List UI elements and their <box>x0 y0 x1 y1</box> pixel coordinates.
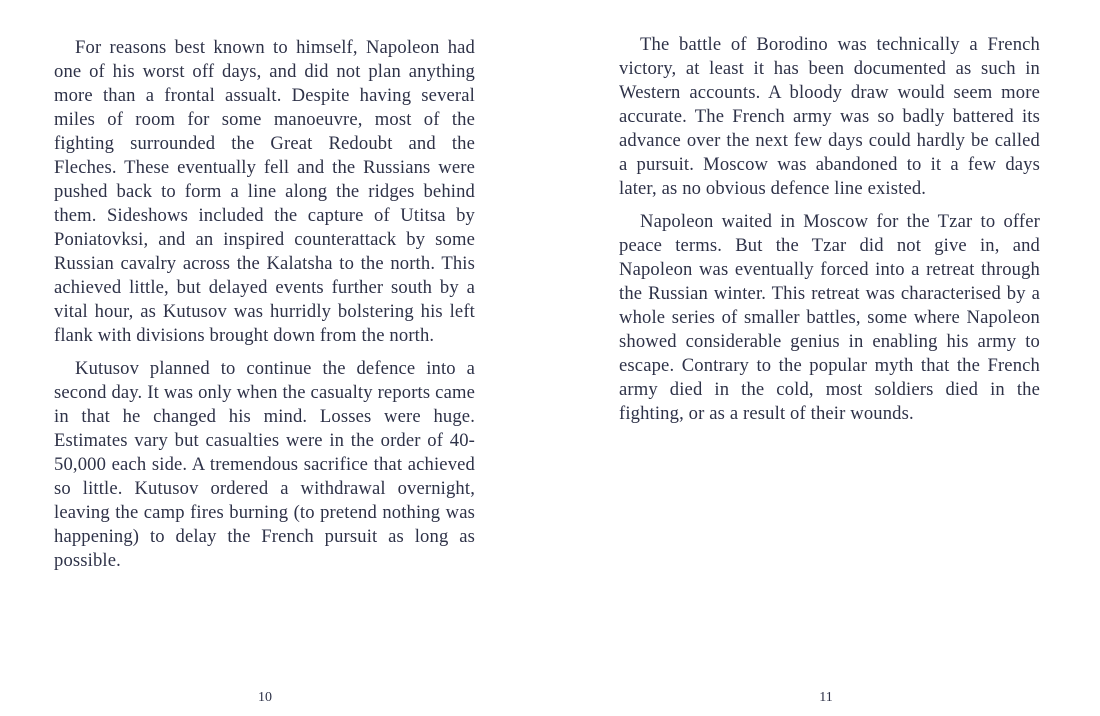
page-number: 11 <box>819 690 833 705</box>
paragraph: For reasons best known to himself, Napoleon had one of his worst off days, and did not plan anything more than a frontal assualt. Despite having several miles of room for some manoeuvre, most of the fighting surrounded the Great Redoubt and the Fleches. These eventually fell and the Russians were pushed back to form a line along the ridges behind them. Sideshows included the capture of Utitsa by Poniatovksi, and an inspired counterattack by some Russian cavalry across the Kalatsha to the north. This achieved little, but delayed events further south by a vital hour, as Kutusov was hurridly bolstering his left flank with divisions brought down from the north. <box>54 37 475 346</box>
left-page-text <box>54 36 475 582</box>
page-number: 10 <box>258 690 272 705</box>
paragraph: Napoleon waited in Moscow for the Tzar to offer peace terms. But the Tzar did not give in, and Napoleon was eventually forced into a retreat through the Russian winter. This retreat was characterised by a whole series of smaller battles, some where Napoleon showed considerable genius in enabling his army to escape. Contrary to the popular myth that the French army died in the cold, most soldiers died in the fighting, or as a result of their wounds. <box>619 211 1040 424</box>
paragraph: The battle of Borodino was technically a French victory, at least it has been documented as such in Western accounts. A bloody draw would seem more accurate. The French army was so badly battered its advance over the next few days could hardly be called a pursuit. Moscow was abandoned to it a few days later, as no obvious defence line existed. <box>619 34 1040 199</box>
right-page-text <box>619 33 1040 435</box>
right-page <box>550 0 1100 716</box>
paragraph: Kutusov planned to continue the defence into a second day. It was only when the casualty reports came in that he changed his mind. Losses were huge. Estimates vary but casualties were in the order of 40-50,000 each side. A tremendous sacrifice that achieved so little. Kutusov ordered a withdrawal overnight, leaving the camp fires burning (to pretend nothing was happening) to delay the French pursuit as long as possible. <box>54 358 475 571</box>
